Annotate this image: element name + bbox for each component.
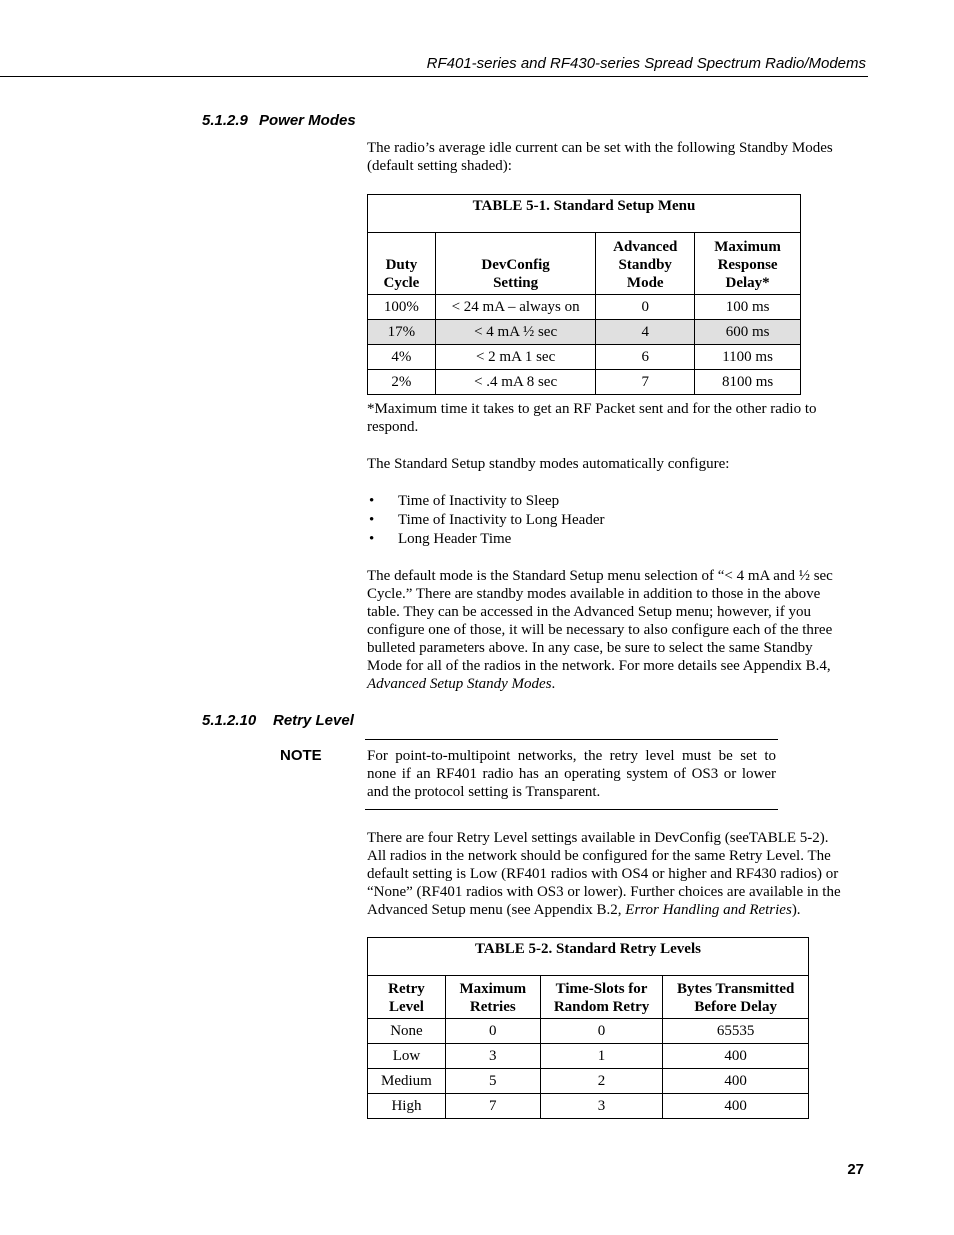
bullet-list xyxy=(367,492,864,549)
section-number: 5.1.2.10 xyxy=(202,712,257,729)
table-cell: 8100 ms xyxy=(695,370,801,395)
section-number: 5.1.2.9 xyxy=(202,112,248,129)
table-cell: 600 ms xyxy=(695,320,801,345)
list-item: • Time of Inactivity to Long Header xyxy=(367,511,864,530)
table-standard-setup-menu xyxy=(367,194,801,395)
note-label: NOTE xyxy=(280,747,322,764)
table-row xyxy=(368,370,801,395)
table-standard-retry-levels xyxy=(367,937,809,1119)
table-cell: 6 xyxy=(596,345,695,370)
table-cell: 1100 ms xyxy=(695,345,801,370)
table-cell: 3 xyxy=(445,1044,540,1069)
list-item: • Long Header Time xyxy=(367,530,864,549)
table-cell: 7 xyxy=(445,1094,540,1119)
table-cell: 5 xyxy=(445,1069,540,1094)
table-cell: 2% xyxy=(368,370,436,395)
intro-line: (default setting shaded): xyxy=(367,158,512,174)
table-cell: < 24 mA – always on xyxy=(435,295,595,320)
table-cell: < 4 mA ½ sec xyxy=(435,320,595,345)
table-row xyxy=(368,1094,809,1119)
table-cell: 17% xyxy=(368,320,436,345)
column-header: Retry Level xyxy=(368,976,446,1019)
table-cell: 100% xyxy=(368,295,436,320)
table-caption: TABLE 5-2. Standard Retry Levels xyxy=(368,938,809,976)
column-header: Time-Slots for Random Retry xyxy=(540,976,663,1019)
table-cell: < .4 mA 8 sec xyxy=(435,370,595,395)
column-header: DevConfig Setting xyxy=(435,233,595,295)
table-cell: < 2 mA 1 sec xyxy=(435,345,595,370)
table-caption: TABLE 5-1. Standard Setup Menu xyxy=(368,195,801,233)
table-cell: 0 xyxy=(540,1019,663,1044)
table-row xyxy=(368,1044,809,1069)
table-footnote: *Maximum time it takes to get an RF Packet sent and for the other radio to respond. xyxy=(367,401,817,435)
header-rule xyxy=(0,76,868,77)
note-text: For point-to-multipoint networks, the retry level must be set to none if an RF401 radio has an operating system of OS3 or lower and the protocol setting is Transparent. xyxy=(367,748,776,800)
table-row xyxy=(368,1069,809,1094)
table-cell: High xyxy=(368,1094,446,1119)
section-title: Retry Level xyxy=(273,712,354,729)
table-row xyxy=(368,345,801,370)
intro-line: The radio’s average idle current can be set with the following Standby Modes xyxy=(367,140,833,156)
column-header: Maximum Response Delay* xyxy=(695,233,801,295)
table-header-row xyxy=(368,233,801,295)
table-cell: 100 ms xyxy=(695,295,801,320)
table-cell: 0 xyxy=(445,1019,540,1044)
appendix-reference: Advanced Setup Standy Modes xyxy=(367,676,552,692)
table-cell: 2 xyxy=(540,1069,663,1094)
table-cell: 1 xyxy=(540,1044,663,1069)
table-cell: 400 xyxy=(663,1069,809,1094)
column-header: Maximum Retries xyxy=(445,976,540,1019)
table-cell: 0 xyxy=(596,295,695,320)
table-cell: Low xyxy=(368,1044,446,1069)
table-row xyxy=(368,1019,809,1044)
note-bottom-rule xyxy=(365,809,778,810)
table-row-default-shaded xyxy=(368,320,801,345)
table-cell: None xyxy=(368,1019,446,1044)
table-cell: 4% xyxy=(368,345,436,370)
table-cell: 3 xyxy=(540,1094,663,1119)
table-cell: 7 xyxy=(596,370,695,395)
section-title: Power Modes xyxy=(259,112,356,129)
list-item: • Time of Inactivity to Sleep xyxy=(367,492,864,511)
note-top-rule xyxy=(365,739,778,740)
table-cell: 400 xyxy=(663,1094,809,1119)
column-header: Advanced Standby Mode xyxy=(596,233,695,295)
table-cell: 65535 xyxy=(663,1019,809,1044)
column-header: Duty Cycle xyxy=(368,233,436,295)
section-heading-power-modes xyxy=(202,112,356,130)
appendix-reference: Error Handling and Retries xyxy=(625,902,792,918)
table-header-row xyxy=(368,976,809,1019)
running-header: RF401-series and RF430-series Spread Spectrum Radio/Modems xyxy=(426,55,866,72)
standby-intro: The Standard Setup standby modes automatically configure: xyxy=(367,456,730,472)
table-cell: Medium xyxy=(368,1069,446,1094)
table-cell: 4 xyxy=(596,320,695,345)
section-heading-retry-level xyxy=(202,712,354,730)
page-number: 27 xyxy=(847,1161,864,1178)
default-mode-paragraph: The default mode is the Standard Setup menu selection of “< 4 mA and ½ sec Cycle.” There are standby modes available in addition to those in the above table. They can be accessed in the Advanced Setup menu; however, if you configure one of those, it will be necessary to also configure each of the three bulleted parameters above. In any case, be sure to select the same Standby Mode for all of the radios in the network. For more details see Appendix B.4, Advanced Setup Standy Modes. xyxy=(367,568,833,692)
retry-paragraph: There are four Retry Level settings available in DevConfig (seeTABLE 5-2). All radios in the network should be configured for the same Retry Level. The default setting is Low (RF401 radios with OS4 or higher and RF430 radios) or “None” (RF401 radios with OS3 or lower). Further choices are available in the Advanced Setup menu (see Appendix B.2, Error Handling and Retries). xyxy=(367,830,841,918)
table-cell: 400 xyxy=(663,1044,809,1069)
column-header: Bytes Transmitted Before Delay xyxy=(663,976,809,1019)
table-row xyxy=(368,295,801,320)
power-modes-intro xyxy=(367,139,864,175)
